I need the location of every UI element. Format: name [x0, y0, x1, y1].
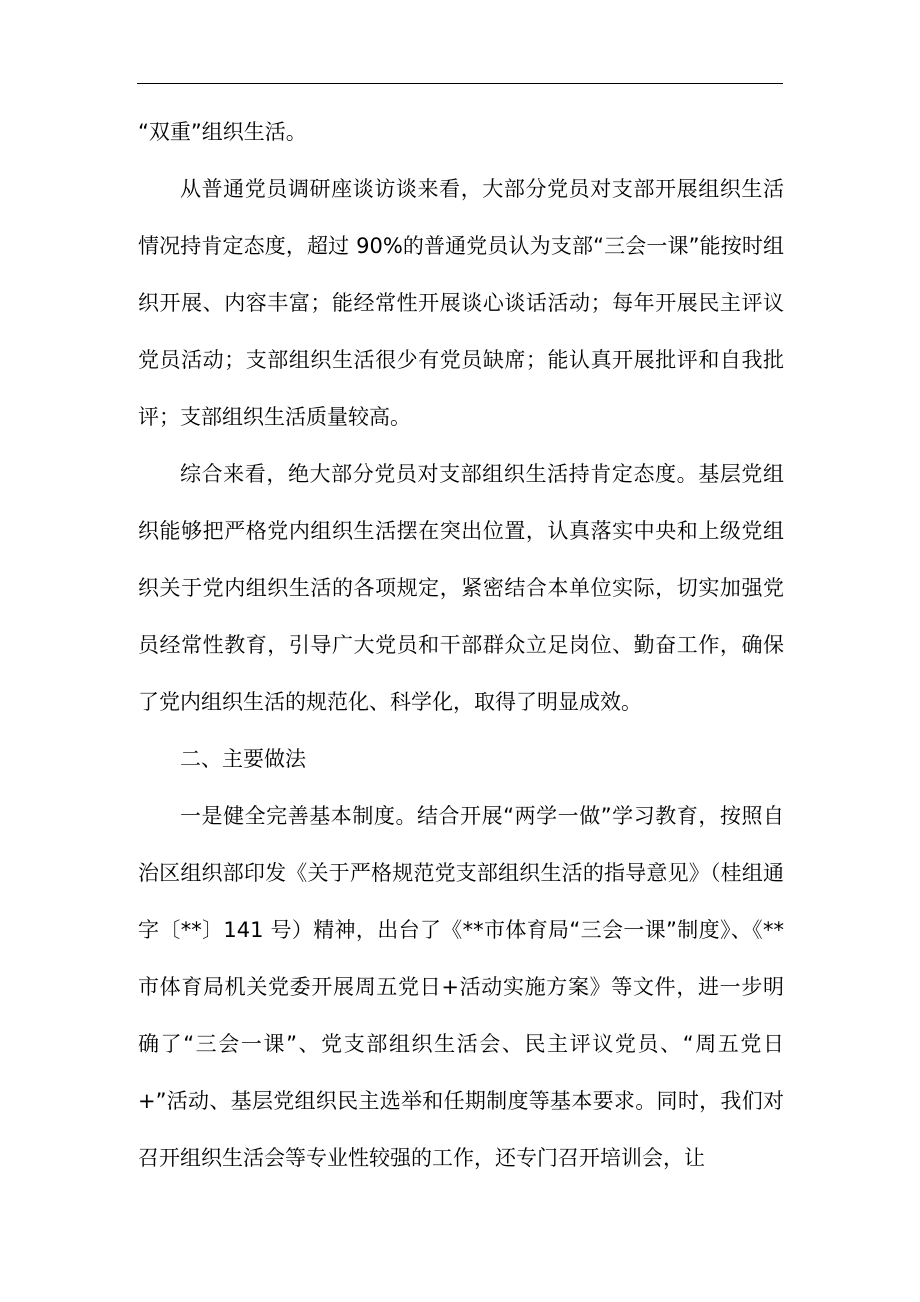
section-heading-main-practices: 二、主要做法: [180, 747, 306, 771]
header-rule: [137, 83, 783, 84]
paragraph-basic-system: 一是健全完善基本制度。结合开展“两学一做”学习教育，按照自治区组织部印发《关于严格规范党支部组织生活的指导意见》（桂组通字〔**〕141 号）精神，出台了《**市体育局“三会一课”制度》、《**市体育局机关党委开展周五党日+活动实施方案》等文件，进一步明确了“三会一课”、党支部组织生活会、民主评议党员、“周五党日+”活动、基层党组织民主选举和任期制度等基本要求。同时，我们对召开组织生活会等专业性较强的工作，还专门召开培训会，让: [138, 804, 784, 1170]
document-body: [138, 104, 784, 1187]
paragraph-summary: 综合来看，绝大部分党员对支部组织生活持肯定态度。基层党组织能够把严格党内组织生活摆在突出位置，认真落实中央和上级党组织关于党内组织生活的各项规定，紧密结合本单位实际，切实加强党员经常性教育，引导广大党员和干部群众立足岗位、勤奋工作，确保了党内组织生活的规范化、科学化，取得了明显成效。: [138, 462, 784, 714]
paragraph-survey-results: 从普通党员调研座谈访谈来看，大部分党员对支部开展组织生活情况持肯定态度，超过 90%的普通党员认为支部“三会一课”能按时组织开展、内容丰富；能经常性开展谈心谈话活动；每年开展民主评议党员活动；支部组织生活很少有党员缺席；能认真开展批评和自我批评；支部组织生活质量较高。: [138, 177, 784, 429]
paragraph-continuation: “双重”组织生活。: [138, 120, 307, 144]
